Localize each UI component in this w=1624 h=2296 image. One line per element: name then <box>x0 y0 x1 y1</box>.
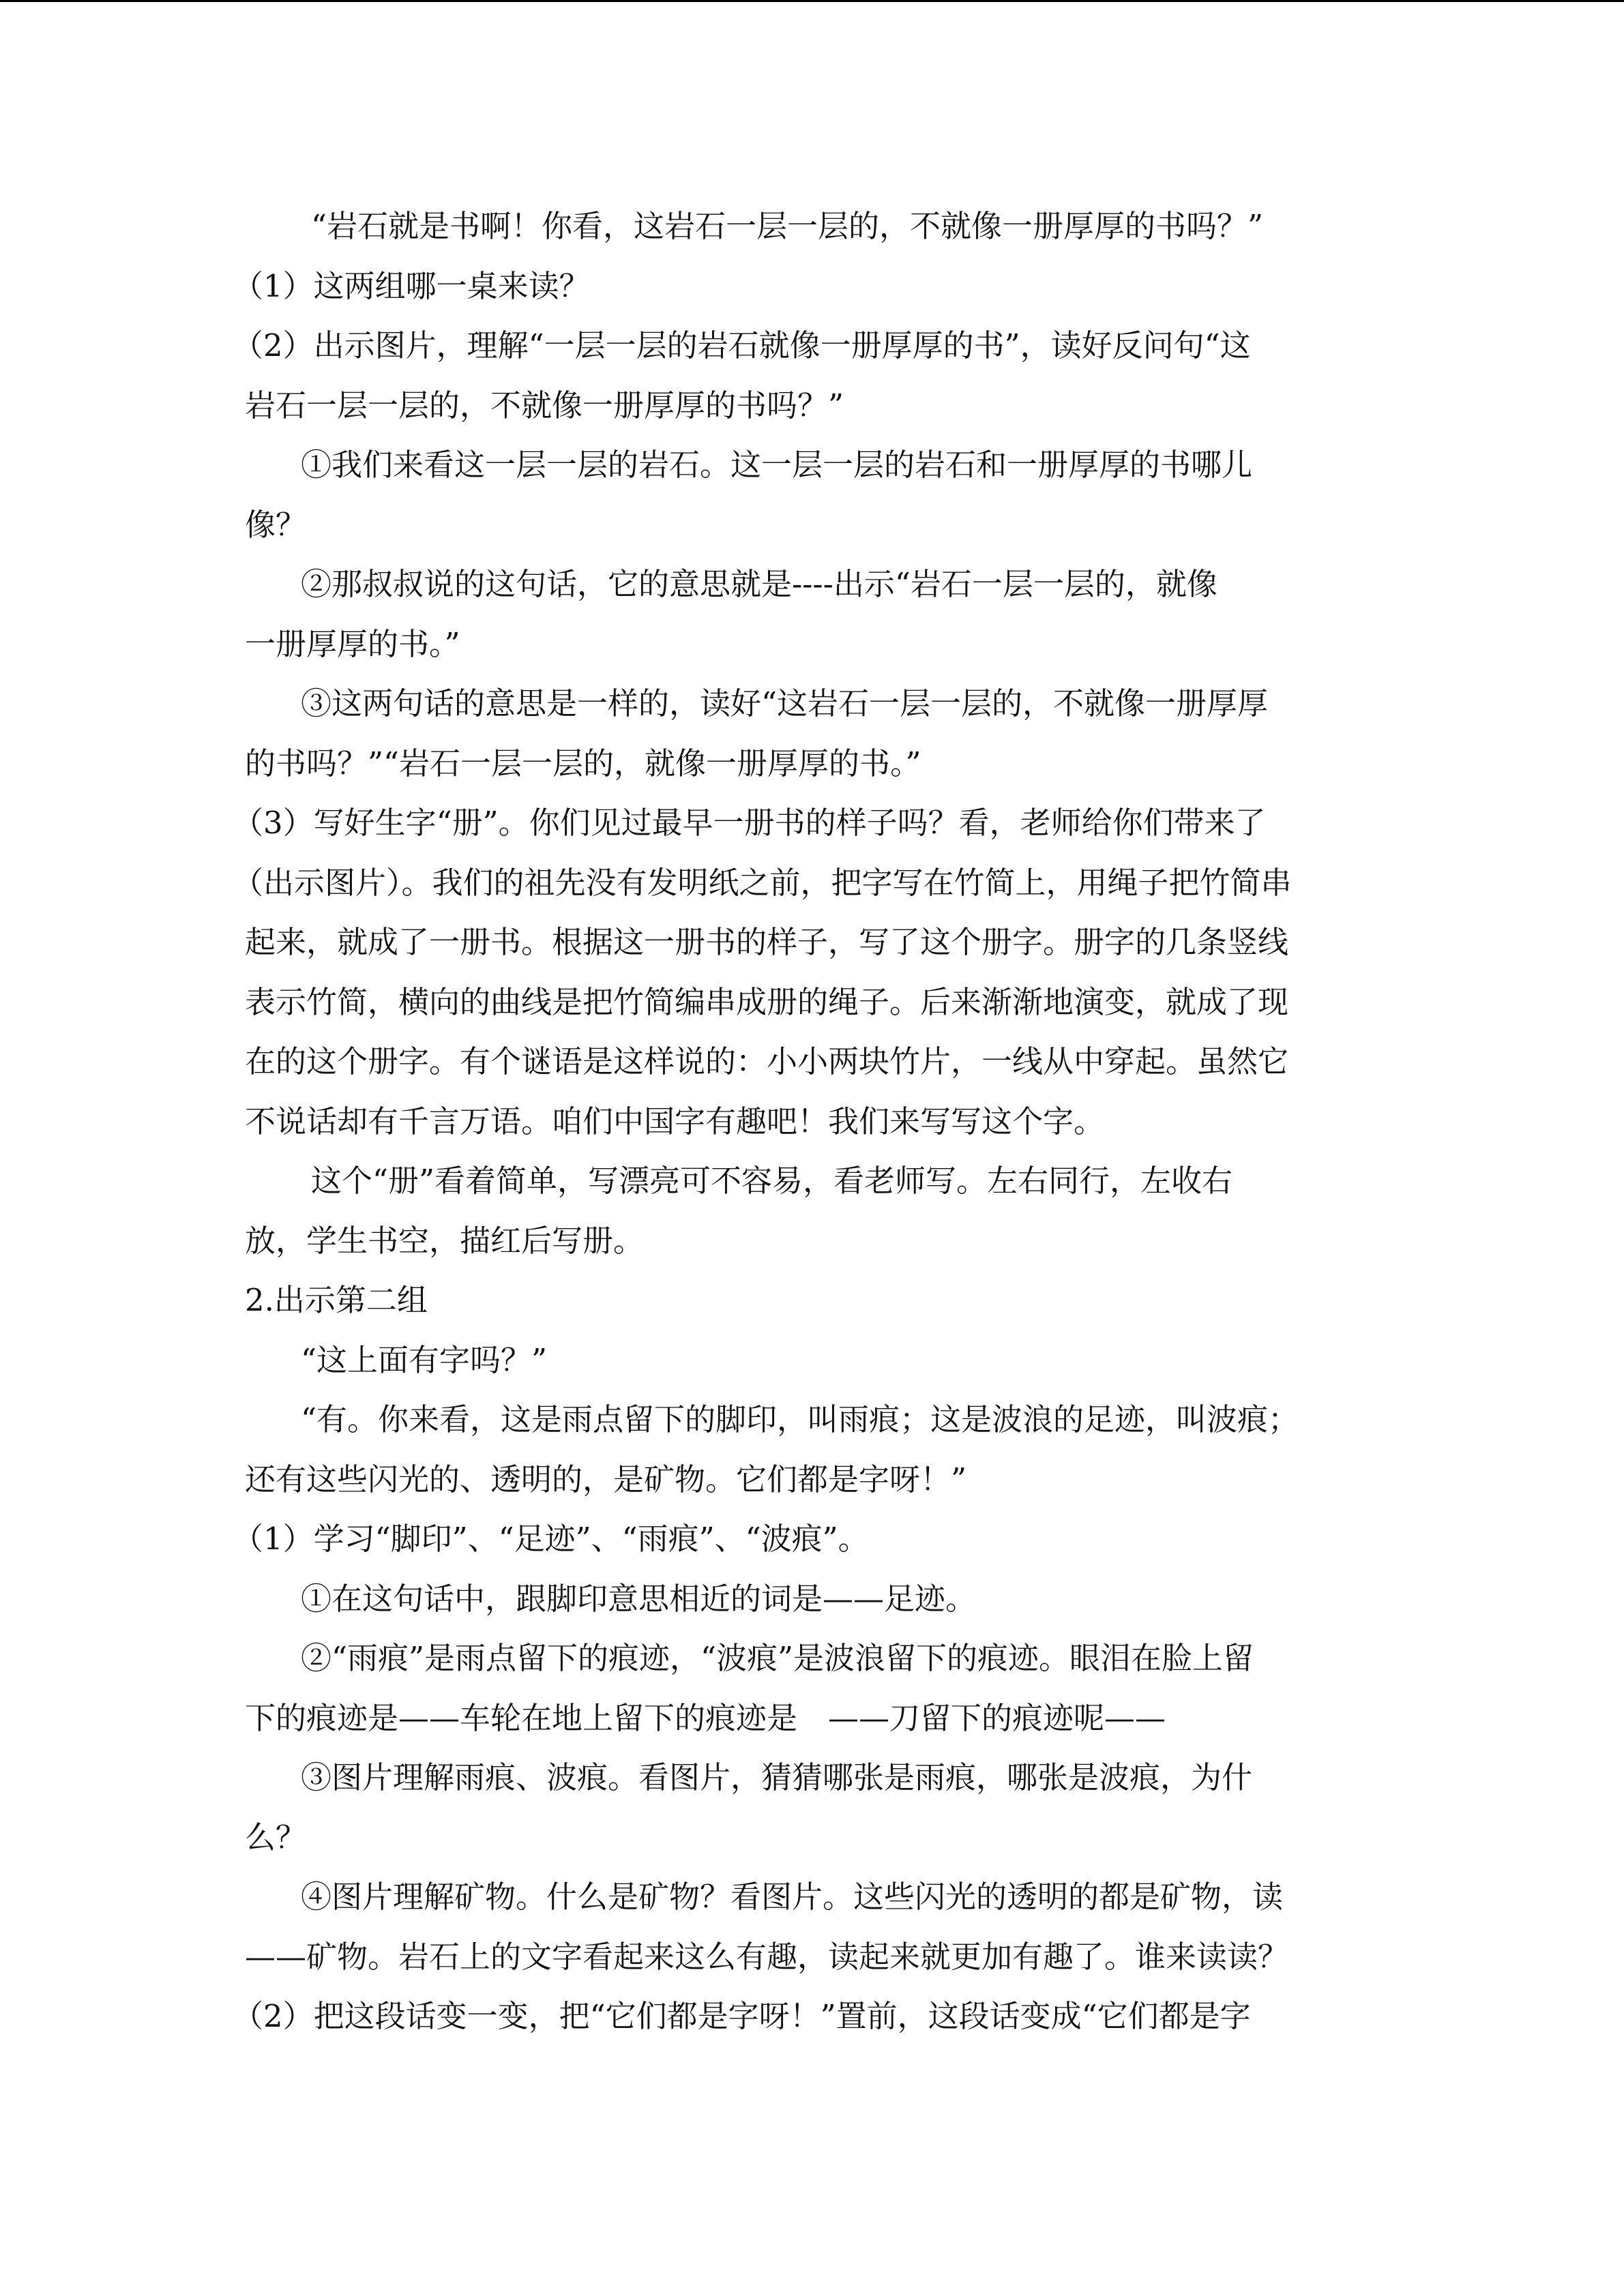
document-line: ②“雨痕”是雨点留下的痕迹，“波痕”是波浪留下的痕迹。眼泪在脸上留 <box>301 1640 1254 1676</box>
document-line: ③这两句话的意思是一样的，读好“这岩石一层一层的，不就像一册厚厚 <box>301 685 1269 721</box>
document-line: 2.出示第二组 <box>245 1282 428 1318</box>
document-line: 像？ <box>245 506 307 543</box>
document-line: 还有这些闪光的、透明的，是矿物。它们都是字呀！” <box>245 1461 967 1497</box>
document-line: 不说话却有千言万语。咱们中国字有趣吧！我们来写写这个字。 <box>245 1103 1105 1139</box>
document-line: （1）这两组哪一桌来读？ <box>233 267 590 304</box>
document-line: “岩石就是书啊！你看，这岩石一层一层的，不就像一册厚厚的书吗？” <box>311 208 1264 244</box>
document-line: （2）出示图片，理解“一层一层的岩石就像一册厚厚的书”，读好反问句“这 <box>233 327 1251 363</box>
document-line: （2）把这段话变一变，把“它们都是字呀！”置前，这段话变成“它们都是字 <box>233 1998 1251 2034</box>
document-line: 下的痕迹是——车轮在地上留下的痕迹是 ——刀留下的痕迹呢—— <box>245 1699 1166 1736</box>
document-line: ②那叔叔说的这句话，它的意思就是----出示“岩石一层一层的，就像 <box>301 566 1217 602</box>
document-body <box>233 196 1381 2046</box>
document-line: 在的这个册字。有个谜语是这样说的：小小两块竹片，一线从中穿起。虽然它 <box>245 1043 1289 1079</box>
document-line: 表示竹简，横向的曲线是把竹简编串成册的绳子。后来渐渐地演变，就成了现 <box>245 983 1289 1020</box>
document-line: 起来，就成了一册书。根据这一册书的样子，写了这个册字。册字的几条竖线 <box>245 924 1289 960</box>
document-line: （1）学习“脚印”、“足迹”、“雨痕”、“波痕”。 <box>233 1521 869 1557</box>
document-line: 么？ <box>245 1819 307 1855</box>
document-line: ①我们来看这一层一层的岩石。这一层一层的岩石和一册厚厚的书哪儿 <box>301 447 1253 483</box>
document-line: 的书吗？”“岩石一层一层的，就像一册厚厚的书。” <box>245 745 921 781</box>
document-line: ③图片理解雨痕、波痕。看图片，猜猜哪张是雨痕，哪张是波痕，为什 <box>301 1759 1253 1795</box>
document-line: ①在这句话中，跟脚印意思相近的词是——足迹。 <box>301 1580 977 1617</box>
document-line: ④图片理解矿物。什么是矿物？看图片。这些闪光的透明的都是矿物，读 <box>301 1879 1284 1915</box>
document-line: 岩石一层一层的，不就像一册厚厚的书吗？” <box>245 387 844 423</box>
document-line: （3）写好生字“册”。你们见过最早一册书的样子吗？看，老师给你们带来了 <box>233 805 1266 841</box>
document-line: ——矿物。岩石上的文字看起来这么有趣，读起来就更加有趣了。谁来读读？ <box>245 1938 1289 1975</box>
document-line: 这个“册”看着简单，写漂亮可不容易，看老师写。左右同行，左收右 <box>311 1163 1233 1199</box>
document-line: 放，学生书空，描红后写册。 <box>245 1222 645 1259</box>
document-line: 一册厚厚的书。” <box>245 625 460 662</box>
top-border-line <box>0 0 1624 2</box>
document-line: “这上面有字吗？” <box>301 1341 548 1378</box>
document-line: “有。你来看，这是雨点留下的脚印，叫雨痕；这是波浪的足迹，叫波痕； <box>301 1401 1299 1437</box>
document-line: （出示图片）。我们的祖先没有发明纸之前，把字写在竹简上，用绳子把竹简串 <box>233 864 1292 901</box>
